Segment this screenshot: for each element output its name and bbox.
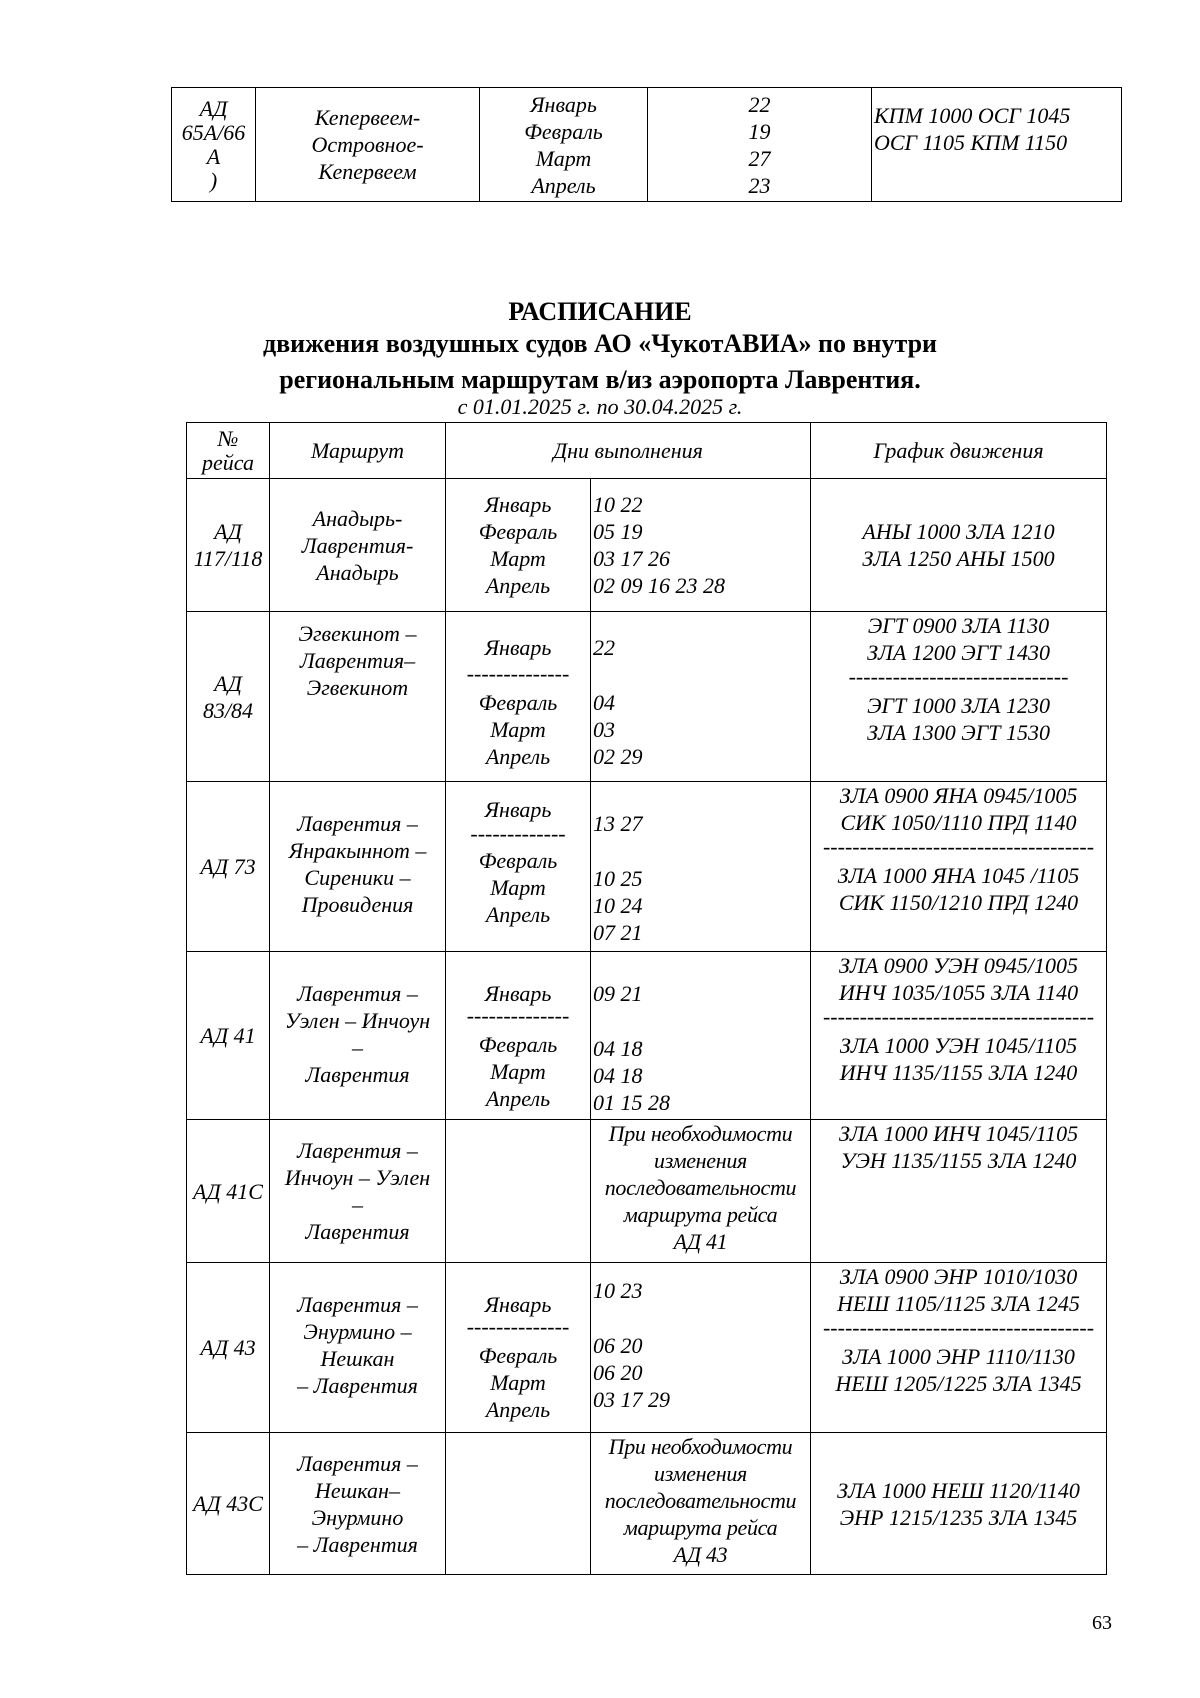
months-cell: Январь -------------- Февраль Март Апрель — [446, 612, 591, 782]
days-cell: 13 27 10 25 10 24 07 21 — [591, 782, 811, 952]
flight-number: АД 117/118 — [187, 479, 270, 612]
months-cell: Январь ------------- Февраль Март Апрель — [446, 782, 591, 952]
document-subtitle-line1: движения воздушных судов АО «ЧукотАВИА» по внутри — [262, 329, 938, 358]
schedule-cell: ЭГТ 0900 ЗЛА 1130 ЗЛА 1200 ЭГТ 1430 ------------------------------ ЭГТ 1000 ЗЛА 1230 ЗЛА 1300 ЭГТ 1530 — [811, 612, 1107, 782]
route-cell: Лаврентия – Уэлен – Инчоун – Лаврентия — [270, 952, 446, 1120]
days-cell: 22 04 03 02 29 — [591, 612, 811, 782]
flight-number: АД 41С — [187, 1120, 270, 1263]
days-cell: 10 23 06 20 06 20 03 17 29 — [591, 1263, 811, 1433]
separator: ------------- — [470, 821, 566, 846]
months-cell: Январь Февраль Март Апрель — [446, 479, 591, 612]
header-schedule: График движения — [811, 423, 1107, 479]
flight-number: АД 65А/66 А ) — [172, 88, 256, 202]
table-header-row — [187, 423, 1107, 479]
separator: -------------- — [466, 1003, 570, 1028]
schedule-cell: ЗЛА 0900 УЭН 0945/1005 ИНЧ 1035/1055 ЗЛА 1140 ------------------------------------- ЗЛА 1000 УЭН 1045/1105 ИНЧ 1135/1155 ЗЛА 1240 — [811, 952, 1107, 1120]
months-cell: Январь Февраль Март Апрель — [480, 88, 648, 202]
schedule-period: с 01.01.2025 г. по 30.04.2025 г. — [457, 394, 743, 419]
flight-number: АД 83/84 — [187, 612, 270, 782]
flight-number: АД 41 — [187, 952, 270, 1120]
table-row — [187, 1120, 1107, 1263]
separator: ------------------------------------- — [822, 1004, 1095, 1029]
table-row — [187, 612, 1107, 782]
top-table — [171, 87, 1122, 202]
route-cell: Лаврентия – Нешкан– Энурмино – Лаврентия — [270, 1433, 446, 1575]
separator: -------------- — [466, 661, 570, 686]
header-days: Дни выполнения — [446, 423, 811, 479]
days-note-cell: При необходимости изменения последовательности маршрута рейса АД 43 — [591, 1433, 811, 1575]
months-cell: Январь -------------- Февраль Март Апрель — [446, 952, 591, 1120]
schedule-cell: ЗЛА 0900 ЭНР 1010/1030 НЕШ 1105/1125 ЗЛА 1245 ------------------------------------- ЗЛА 1000 ЭНР 1110/1130 НЕШ 1205/1225 ЗЛА 1345 — [811, 1263, 1107, 1433]
days-note-cell: При необходимости изменения последовательности маршрута рейса АД 41 — [591, 1120, 811, 1263]
separator: ------------------------------------- — [822, 1315, 1095, 1340]
table-row — [187, 782, 1107, 952]
schedule-cell: ЗЛА 1000 ИНЧ 1045/1105 УЭН 1135/1155 ЗЛА 1240 — [811, 1120, 1107, 1263]
route-cell: Кепервеем- Островное- Кепервеем — [256, 88, 480, 202]
table-row — [187, 952, 1107, 1120]
flight-number: АД 43 — [187, 1263, 270, 1433]
schedule-cell: ЗЛА 0900 ЯНА 0945/1005 СИК 1050/1110 ПРД 1140 ------------------------------------- ЗЛА 1000 ЯНА 1045 /1105 СИК 1150/1210 ПРД 1240 — [811, 782, 1107, 952]
route-cell: Лаврентия – Инчоун – Уэлен – Лаврентия — [270, 1120, 446, 1263]
schedule-cell: АНЫ 1000 ЗЛА 1210 ЗЛА 1250 АНЫ 1500 — [811, 479, 1107, 612]
days-cell: 22 19 27 23 — [648, 88, 872, 202]
days-cell: 09 21 04 18 04 18 01 15 28 — [591, 952, 811, 1120]
months-cell — [446, 1120, 591, 1263]
flight-number: АД 43С — [187, 1433, 270, 1575]
table-row — [187, 1433, 1107, 1575]
document-subtitle-line2: региональным маршрутам в/из аэропорта Лаврентия. — [279, 365, 921, 394]
months-cell: Январь -------------- Февраль Март Апрель — [446, 1263, 591, 1433]
route-cell: Анадырь- Лаврентия- Анадырь — [270, 479, 446, 612]
table-row — [172, 88, 1122, 202]
header-flight: № рейса — [187, 423, 270, 479]
schedule-cell: ЗЛА 1000 НЕШ 1120/1140 ЭНР 1215/1235 ЗЛА 1345 — [811, 1433, 1107, 1575]
route-cell: Эгвекинот – Лаврентия– Эгвекинот — [270, 612, 446, 782]
page-number: 63 — [1092, 1612, 1112, 1634]
document-title: РАСПИСАНИЕ — [508, 297, 692, 326]
table-row — [187, 1263, 1107, 1433]
schedule-cell: КПМ 1000 ОСГ 1045 ОСГ 1105 КПМ 1150 — [872, 88, 1122, 202]
flight-number: АД 73 — [187, 782, 270, 952]
route-cell: Лаврентия – Янракыннот – Сиреники – Провидения — [270, 782, 446, 952]
separator: -------------- — [466, 1314, 570, 1339]
header-route: Маршрут — [270, 423, 446, 479]
schedule-table — [186, 422, 1107, 1575]
months-cell — [446, 1433, 591, 1575]
table-row — [187, 479, 1107, 612]
days-cell: 10 22 05 19 03 17 26 02 09 16 23 28 — [591, 479, 811, 612]
separator: ------------------------------ — [848, 664, 1069, 689]
route-cell: Лаврентия – Энурмино – Нешкан – Лаврентия — [270, 1263, 446, 1433]
separator: ------------------------------------- — [822, 834, 1095, 859]
